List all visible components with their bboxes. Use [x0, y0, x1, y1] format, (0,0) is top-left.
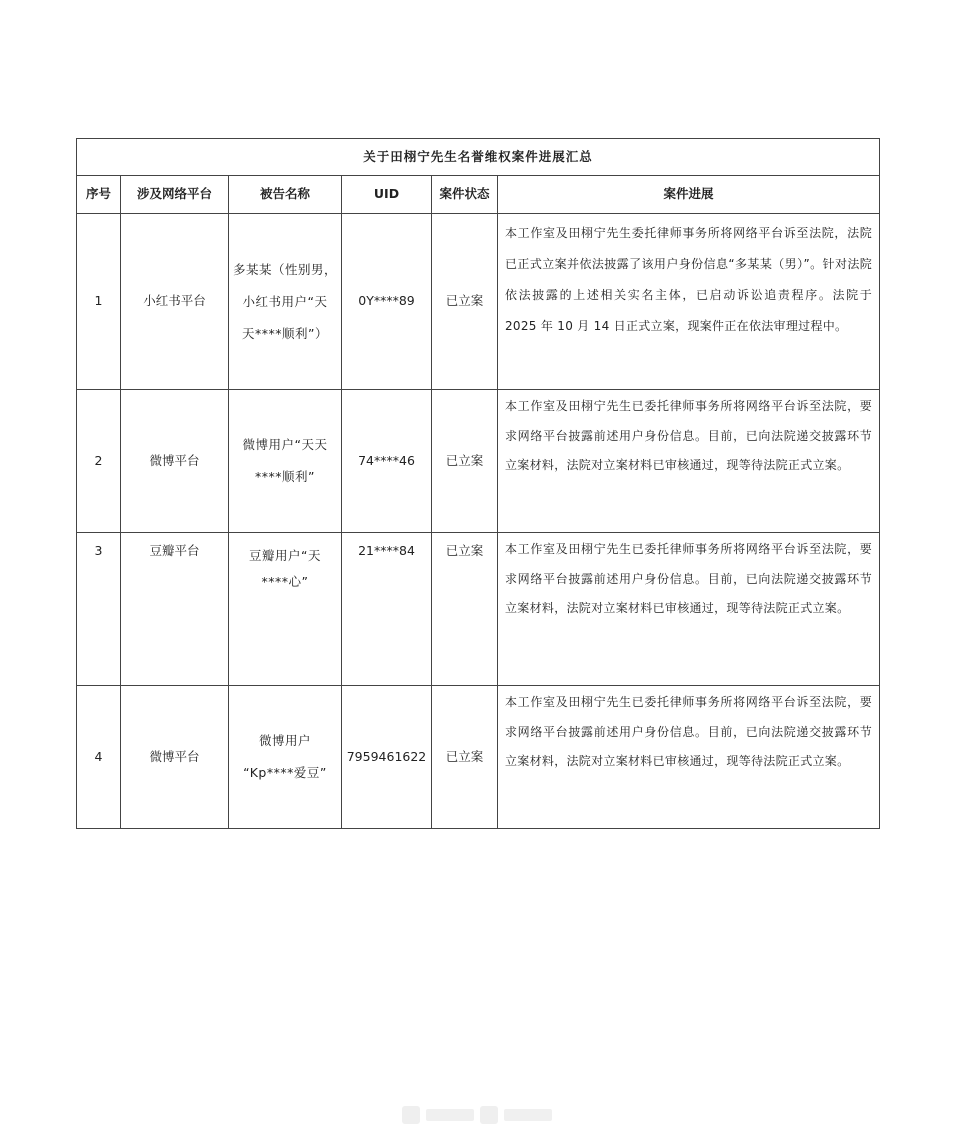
- row-defendant: [229, 686, 342, 829]
- progress-text: 本工作室及田栩宁先生已委托律师事务所将网络平台诉至法院，要求网络平台披露前述用户身份信息。目前，已向法院递交披露环节立案材料，法院对立案材料已审核通过，现等待法院正式立案。: [505, 399, 873, 472]
- row-no: 2: [77, 390, 121, 533]
- header-status: 案件状态: [432, 176, 498, 214]
- row-platform: 小红书平台: [121, 214, 229, 390]
- header-defendant: 被告名称: [229, 176, 342, 214]
- defendant-line: ****心”: [261, 574, 309, 589]
- defendant-line: 豆瓣用户“天: [249, 548, 321, 563]
- table-row: [77, 214, 880, 390]
- row-status: 已立案: [432, 214, 498, 390]
- watermark-logo-block: [402, 1106, 420, 1124]
- header-no: 序号: [77, 176, 121, 214]
- case-progress-table: [76, 138, 880, 829]
- table-header-row: [77, 176, 880, 214]
- defendant-line: ****顺利”: [255, 469, 315, 484]
- defendant-line: 多某某（性别男，: [232, 261, 337, 277]
- header-uid: UID: [342, 176, 432, 214]
- table-row: [77, 390, 880, 533]
- defendant-line: 微博用户“天天: [242, 437, 328, 452]
- row-status: 已立案: [432, 390, 498, 533]
- row-status: 已立案: [432, 533, 498, 686]
- row-progress: [498, 686, 880, 829]
- row-no: 1: [77, 214, 121, 390]
- table-title: 关于田栩宁先生名誉维权案件进展汇总: [77, 139, 880, 176]
- row-uid: 21****84: [342, 533, 432, 686]
- row-no: 4: [77, 686, 121, 829]
- watermark-bar: [504, 1109, 552, 1121]
- watermark-bar: [426, 1109, 474, 1121]
- table-row: [77, 533, 880, 686]
- row-platform: 豆瓣平台: [121, 533, 229, 686]
- row-platform: 微博平台: [121, 390, 229, 533]
- progress-text: 本工作室及田栩宁先生委托律师事务所将网络平台诉至法院，法院已正式立案并依法披露了该用户身份信息“多某某（男）”。针对法院依法披露的上述相关实名主体，已启动诉讼追责程序。法院于 2025 年 10 月 14 日正式立案，现案件正在依法审理过程中。: [505, 226, 873, 333]
- defendant-line: “Kp****爱豆”: [243, 765, 327, 780]
- row-defendant: [229, 390, 342, 533]
- row-no: 3: [77, 533, 121, 686]
- row-progress: [498, 533, 880, 686]
- row-progress: [498, 390, 880, 533]
- defendant-line: 微博用户: [258, 733, 311, 748]
- row-status: 已立案: [432, 686, 498, 829]
- row-progress: [498, 214, 880, 390]
- row-uid: 74****46: [342, 390, 432, 533]
- header-platform: 涉及网络平台: [121, 176, 229, 214]
- header-progress: 案件进展: [498, 176, 880, 214]
- watermark-logo-block: [480, 1106, 498, 1124]
- table-row: [77, 686, 880, 829]
- row-defendant: [229, 533, 342, 686]
- row-platform: 微博平台: [121, 686, 229, 829]
- row-uid: 7959461622: [342, 686, 432, 829]
- defendant-line: 小红书用户“天: [242, 293, 328, 309]
- watermark: [402, 1102, 562, 1128]
- progress-text: 本工作室及田栩宁先生已委托律师事务所将网络平台诉至法院，要求网络平台披露前述用户身份信息。目前，已向法院递交披露环节立案材料，法院对立案材料已审核通过，现等待法院正式立案。: [505, 695, 873, 768]
- row-defendant: [229, 214, 342, 390]
- defendant-line: 天****顺利”）: [242, 325, 328, 341]
- progress-text: 本工作室及田栩宁先生已委托律师事务所将网络平台诉至法院，要求网络平台披露前述用户身份信息。目前，已向法院递交披露环节立案材料，法院对立案材料已审核通过，现等待法院正式立案。: [505, 542, 873, 615]
- row-uid: 0Y****89: [342, 214, 432, 390]
